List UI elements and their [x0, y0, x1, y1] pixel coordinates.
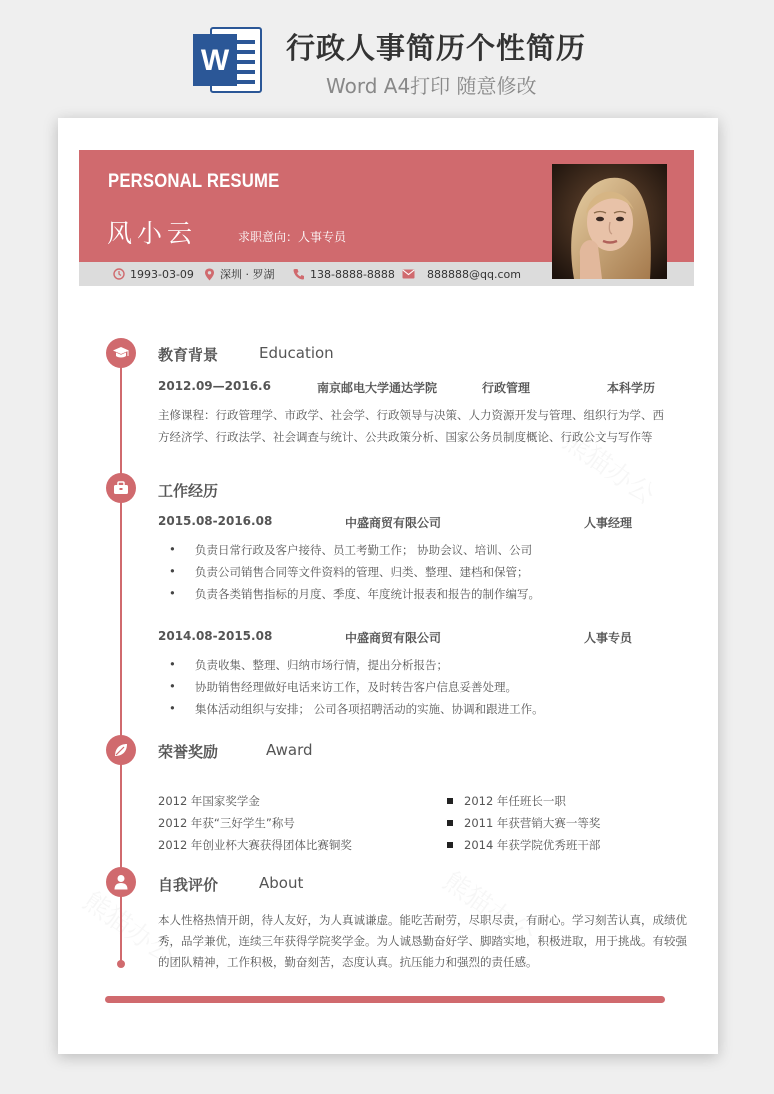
- job-company: 中盛商贸有限公司: [345, 631, 442, 645]
- award-item: 2011 年获营销大赛一等奖: [464, 816, 601, 830]
- job-intent-value: 人事专员: [298, 230, 347, 244]
- section-subtitle-awards: Award: [266, 741, 313, 759]
- person-icon: [106, 867, 136, 897]
- profile-photo: [552, 164, 667, 279]
- briefcase-icon: [106, 473, 136, 503]
- education-major: 行政管理: [482, 381, 531, 395]
- award-item: 2014 年获学院优秀班干部: [464, 838, 601, 852]
- section-title-education: 教育背景: [158, 346, 219, 364]
- contact-email: 888888@qq.com: [402, 265, 521, 283]
- candidate-name: 风小云: [107, 219, 198, 248]
- education-courses-line: 方经济学、行政法学、社会调查与统计、公共政策分析、国家公务员制度概论、行政公文与写作等: [158, 430, 653, 444]
- award-item: 2012 年获“三好学生”称号: [158, 816, 295, 830]
- clock-icon: [113, 268, 125, 280]
- job-duty: • 负责公司销售合同等文件资料的管理、归类、整理、建档和保管；: [195, 564, 529, 580]
- timeline-end-dot: [117, 960, 125, 968]
- banner-title: 行政人事简历个性简历: [286, 31, 587, 65]
- education-courses-line: 主修课程：行政管理学、市政学、社会学、行政领导与决策、人力资源开发与管理、组织行为学、西: [158, 408, 664, 422]
- resume-page: [58, 118, 718, 1054]
- award-bullet: [447, 820, 453, 826]
- award-bullet: [447, 798, 453, 804]
- education-period: 2012.09—2016.6: [158, 379, 271, 393]
- job-duty: • 负责收集、整理、归纳市场行情，提出分析报告；: [195, 657, 448, 673]
- about-text-line: 本人性格热情开朗，待人友好，为人真诚谦虚。能吃苦耐劳，尽职尽责，有耐心。学习刻苦认真，成绩优: [158, 913, 687, 927]
- section-title-awards: 荣誉奖励: [158, 743, 219, 761]
- job-duty: • 负责各类销售指标的月度、季度、年度统计报表和报告的制作编写。: [195, 586, 540, 602]
- word-letter: W: [200, 44, 230, 77]
- job-period: 2015.08-2016.08: [158, 514, 273, 528]
- education-degree: 本科学历: [607, 381, 656, 395]
- contact-location: 深圳 · 罗湖: [204, 265, 275, 283]
- job-duty: • 协助销售经理做好电话来访工作，及时转告客户信息妥善处理。: [195, 679, 517, 695]
- email-icon: [402, 269, 415, 279]
- contact-phone: 138-8888-8888: [293, 265, 395, 283]
- location-pin-icon: [204, 268, 215, 281]
- education-school: 南京邮电大学通达学院: [317, 381, 438, 395]
- section-subtitle-about: About: [259, 874, 304, 892]
- award-item: 2012 年任班长一职: [464, 794, 566, 808]
- award-item: 2012 年国家奖学金: [158, 794, 260, 808]
- job-intent: [238, 228, 346, 245]
- leaf-icon: [106, 735, 136, 765]
- job-duty: • 集体活动组织与安排； 公司各项招聘活动的实施、协调和跟进工作。: [195, 701, 544, 717]
- job-duty: • 负责日常行政及客户接待、员工考勤工作； 协助会议、培训、公司: [195, 542, 532, 558]
- about-text-line: 秀，品学兼优，连续三年获得学院奖学金。为人诚恳勤奋好学、脚踏实地，积极进取，用于挑战。有较强: [158, 934, 687, 948]
- section-title-work: 工作经历: [158, 482, 219, 500]
- footer-bar: [105, 996, 665, 1003]
- job-company: 中盛商贸有限公司: [345, 516, 442, 530]
- award-bullet: [447, 842, 453, 848]
- graduation-cap-icon: [106, 338, 136, 368]
- word-icon: [193, 24, 265, 96]
- resume-tagline: PERSONAL RESUME: [108, 171, 280, 192]
- job-position: 人事专员: [584, 631, 633, 645]
- about-text-line: 的团队精神，工作积极，勤奋刻苦，态度认真。抗压能力和强烈的责任感。: [158, 955, 538, 969]
- contact-birthday: 1993-03-09: [113, 265, 194, 283]
- section-subtitle-education: Education: [259, 344, 334, 362]
- award-item: 2012 年创业杯大赛获得团体比赛铜奖: [158, 838, 352, 852]
- section-title-about: 自我评价: [158, 876, 219, 894]
- job-intent-label: 求职意向：: [238, 230, 299, 244]
- job-period: 2014.08-2015.08: [158, 629, 273, 643]
- job-position: 人事经理: [584, 516, 633, 530]
- phone-icon: [293, 268, 305, 280]
- banner-subtitle: Word A4打印 随意修改: [326, 74, 537, 98]
